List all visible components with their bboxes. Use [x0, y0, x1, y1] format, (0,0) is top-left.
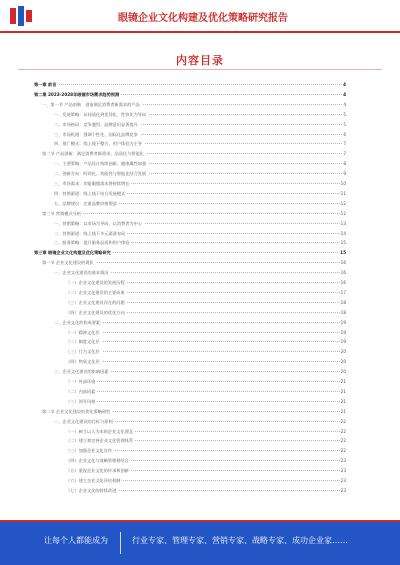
toc-entry-text: （一）外部环境: [66, 379, 96, 384]
toc-entry-text: （二）企业文化建设的主要成果: [66, 289, 125, 295]
toc-entry[interactable]: [0, 100, 400, 109]
toc-entry[interactable]: [0, 268, 400, 277]
toc-entry-text: （四）物质文化层: [66, 359, 100, 365]
toc-entry[interactable]: [0, 486, 400, 495]
toc-entry[interactable]: [0, 258, 400, 267]
toc-entry[interactable]: [0, 139, 400, 148]
toc-page-number: 16: [340, 260, 346, 266]
toc-page-number: 20: [340, 349, 346, 355]
toc-page-number: 11: [340, 190, 346, 196]
toc-entry-text: （二）制度文化层: [66, 339, 100, 345]
toc-page-number: 21: [340, 408, 346, 414]
toc-entry[interactable]: [0, 120, 400, 129]
logo-icon: [8, 4, 36, 28]
toc-entry-text: 一、企业文化建设的基本情况: [54, 270, 109, 276]
toc-page-number: 4: [343, 101, 346, 107]
toc-entry-text: 三、市场需求：功能眼镜需求将持续增长: [54, 181, 130, 186]
toc-entry-text: 五、品牌建设：注重品牌价值塑造: [54, 200, 117, 206]
toc-entry[interactable]: [0, 90, 400, 99]
toc-entry-text: 第二节 产品创新：满足消费者新需求、品质化与智能化: [42, 151, 144, 157]
toc-page-number: 15: [340, 250, 346, 256]
toc-entry-text: 一、企业文化建设的目标与原则: [54, 418, 113, 424]
toc-entry-text: 一、主要策略：产品设计持续创新、健康属性加强: [54, 161, 147, 167]
toc-entry[interactable]: [0, 130, 400, 139]
toc-page-number: 12: [340, 210, 346, 216]
toc-entry[interactable]: [0, 189, 400, 198]
toc-leader-dots: [34, 84, 342, 85]
toc-entry-text: （四）企业文化与战略管理相结合: [66, 458, 129, 464]
toc-page-number: 19: [340, 319, 346, 325]
toc-entry[interactable]: [0, 179, 400, 188]
toc-page-number: 19: [340, 339, 346, 345]
toc-entry[interactable]: [0, 387, 400, 396]
toc-entry[interactable]: [0, 357, 400, 366]
toc-entry[interactable]: [0, 229, 400, 238]
toc-entry[interactable]: [0, 248, 400, 257]
toc-page-number: 7: [343, 151, 346, 157]
toc-leader-dots: [66, 391, 342, 392]
toc-entry[interactable]: [0, 417, 400, 426]
toc-entry-text: 二、市场格局：竞争激烈、品牌意识显著提升: [54, 121, 138, 127]
toc-entry[interactable]: [0, 149, 400, 158]
toc-entry-text: （三）加强企业文化宣传: [66, 448, 113, 454]
toc-page-number: 10: [340, 181, 346, 186]
toc-entry-text: 一、发展策略：从同质化到差异化、性价比为导向: [54, 111, 147, 117]
toc-entry[interactable]: [0, 288, 400, 297]
toc-entry-text: 二、创新方向：时尚化、功能性与智能化结合发展: [54, 171, 147, 177]
toc-leader-dots: [66, 361, 342, 362]
toc-entry[interactable]: [0, 219, 400, 228]
toc-page-number: 7: [343, 141, 346, 147]
toc-entry[interactable]: [0, 238, 400, 247]
toc-entry[interactable]: [0, 318, 400, 327]
toc-page-number: 6: [343, 131, 346, 137]
toc-page-number: 15: [340, 240, 346, 246]
toc-page-number: 4: [343, 82, 346, 87]
toc-page-number: 17: [340, 289, 346, 295]
toc-entry[interactable]: [0, 110, 400, 119]
toc-page-number: 14: [340, 230, 346, 236]
toc-leader-dots: [42, 213, 342, 214]
toc-page-number: 5: [343, 121, 346, 127]
toc-leader-dots: [66, 332, 342, 333]
toc-entry[interactable]: [0, 397, 400, 406]
toc-entry[interactable]: [0, 466, 400, 475]
toc-page-number: 22: [340, 418, 346, 424]
toc-entry-text: （二）建立和完善企业文化管理体系: [66, 438, 134, 444]
toc-entry-text: 第三节 营销模式分析: [42, 210, 82, 216]
toc-leader-dots: [66, 401, 342, 402]
toc-entry-text: 二、营销渠道：线上线下多元渠道布局: [54, 230, 126, 236]
toc-entry-text: （三）行为文化层: [66, 349, 100, 355]
toc-entry[interactable]: [0, 427, 400, 436]
toc-page-number: 9: [343, 171, 346, 177]
toc-page-number: 5: [343, 111, 346, 117]
toc-entry-text: 三、服务策略：提升服务品质和用户体验: [54, 240, 130, 246]
toc-page-number: 22: [340, 448, 346, 454]
toc-page-number: 4: [343, 91, 346, 97]
toc-leader-dots: [66, 341, 342, 342]
toc-entry-text: （七）企业文化的持续改进: [66, 487, 117, 493]
toc-entry[interactable]: [0, 328, 400, 337]
toc-entry-text: （三）企业文化建设存在的问题: [66, 299, 125, 305]
toc-page-number: 19: [340, 329, 346, 335]
toc-heading-underline: [18, 69, 382, 70]
header-band: [0, 0, 400, 32]
toc-entry[interactable]: [0, 278, 400, 287]
toc-page-number: 12: [340, 200, 346, 206]
toc-entry-text: 第二章 2023-2028年眼镜市场需求趋势预测: [34, 91, 120, 97]
toc-page-number: 16: [340, 270, 346, 276]
footer-divider: [120, 532, 121, 554]
toc-page-number: 23: [340, 468, 346, 474]
toc-page-number: 20: [340, 359, 346, 365]
toc-entry-text: 二、企业文化的构成要素: [54, 319, 101, 325]
toc-entry-text: 第三章 眼镜企业文化构建及优化策略研究: [34, 250, 111, 256]
toc-entry-text: 第一章 前言: [34, 82, 57, 87]
toc-page-number: 21: [340, 379, 346, 384]
toc-entry[interactable]: [0, 209, 400, 218]
toc-entry[interactable]: [0, 456, 400, 465]
toc-entry-text: （三）领导风格: [66, 398, 96, 404]
toc-entry-text: 三、市场机遇：强调个性化、国际化品牌竞争: [54, 131, 138, 137]
footer-slogan-right: 行业专家、管理专家、营销专家、战略专家、成功企业家……: [132, 536, 348, 545]
toc-page-number: 20: [340, 369, 346, 375]
toc-entry-text: （一）企业文化建设的发展历程: [66, 280, 125, 285]
toc-entry-text: （五）重视企业文化的传承和创新: [66, 468, 129, 474]
toc-page-number: 23: [340, 478, 346, 483]
toc-entry[interactable]: [0, 347, 400, 356]
toc-entry[interactable]: [0, 159, 400, 168]
toc-page-number: 21: [340, 398, 346, 404]
toc-entry-text: 一、营销策略：以市场为导向、以消费者为中心: [54, 220, 142, 226]
toc-entry[interactable]: [0, 169, 400, 178]
toc-entry[interactable]: [0, 298, 400, 307]
toc-entry[interactable]: [0, 367, 400, 376]
toc-page-number: 23: [340, 487, 346, 493]
toc-entry-text: （一）树立以人为本的企业文化理念: [66, 428, 134, 434]
toc-entry[interactable]: [0, 407, 400, 416]
toc-entry[interactable]: [0, 199, 400, 208]
toc-page-number: 16: [340, 280, 346, 285]
toc-entry[interactable]: [0, 476, 400, 485]
toc-entry-text: 一、第一节 产品创新：创造满足消费者新需求的产品: [42, 101, 140, 107]
toc-entry[interactable]: [0, 337, 400, 346]
toc-page-number: 18: [340, 309, 346, 315]
document-title: 眼镜企业文化构建及优化策略研究报告: [118, 13, 288, 24]
toc-entry-text: （六）建立企业文化评估机制: [66, 478, 121, 483]
footer-band: [0, 522, 400, 565]
toc-page-number: 22: [340, 428, 346, 434]
toc-entry-text: 第一节 企业文化建设的现状: [42, 260, 94, 266]
toc-entry-text: （四）企业文化建设的优化方向: [66, 309, 125, 315]
toc-entry[interactable]: [0, 308, 400, 317]
toc-page-number: 21: [340, 388, 346, 394]
toc-entry-text: 四、推广模式：线上线下整合、用户体验为主导: [54, 141, 142, 147]
toc-page-number: 23: [340, 458, 346, 464]
toc-page-number: 8: [343, 161, 346, 167]
toc-page-number: 18: [340, 299, 346, 305]
toc-entry-text: （二）内部因素: [66, 388, 96, 394]
toc-heading: 内容目录: [176, 54, 224, 67]
toc-entry[interactable]: [0, 446, 400, 455]
footer-slogan-left: 让每个人都能成为: [44, 536, 108, 545]
toc-leader-dots: [66, 351, 342, 352]
toc-entry[interactable]: [0, 80, 400, 89]
toc-entry-text: 三、企业文化建设的影响因素: [54, 369, 109, 375]
toc-entry-text: 四、营销渠道：线上线下结合发展模式: [54, 190, 126, 196]
header-divider: [0, 31, 400, 33]
toc-page-number: 13: [340, 220, 346, 226]
toc-leader-dots: [66, 381, 342, 382]
toc-entry-text: （一）精神文化层: [66, 329, 100, 335]
toc-entry[interactable]: [0, 436, 400, 445]
toc-entry-text: 第二节 企业文化建设的优化策略研究: [42, 408, 111, 414]
toc-page-number: 22: [340, 438, 346, 444]
toc-entry[interactable]: [0, 377, 400, 386]
